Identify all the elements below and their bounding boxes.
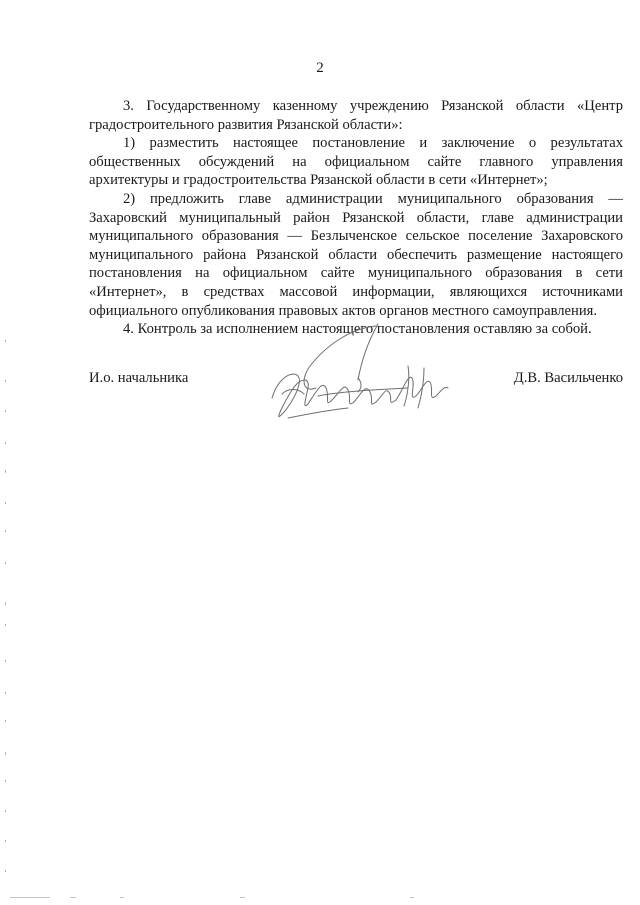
paragraph-line: Захаровский муниципальный район Рязанской области, главе администрации xyxy=(89,209,623,226)
paragraph-line: «Интернет», в средствах массовой информации, являющихся источниками xyxy=(89,283,623,300)
paragraph-line: 1) разместить настоящее постановление и заключение о результатах xyxy=(123,135,623,152)
paragraph-line: архитектуры и градостроительства Рязанской области в сети «Интернет»; xyxy=(89,172,548,189)
paragraph-line: муниципального района Рязанской области обеспечить размещение настоящего xyxy=(89,246,623,263)
page-number: 2 xyxy=(316,60,324,76)
paragraph-line: муниципального образования — Безлыченское сельское поселение Захаровского xyxy=(89,228,623,245)
paragraph-line: 2) предложить главе администрации муниципального образования — xyxy=(123,190,623,207)
paragraph-line: 4. Контроль за исполнением настоящего постановления оставляю за собой. xyxy=(123,321,592,338)
paragraph-line: градостроительного развития Рязанской области»: xyxy=(89,116,403,133)
document-body xyxy=(89,97,623,339)
paragraph-line: официального опубликования правовых актов органов местного самоуправления. xyxy=(89,302,598,319)
paragraph-line: общественных обсуждений на официальном сайте главного управления xyxy=(89,153,623,170)
scan-margin-marks xyxy=(4,340,8,900)
paragraph-line: 3. Государственному казенному учреждению Рязанской области «Центр xyxy=(123,98,623,114)
handwritten-signature xyxy=(258,318,453,428)
scan-bottom-marks xyxy=(10,896,630,900)
signatory-name: Д.В. Васильченко xyxy=(513,370,623,386)
signatory-title: И.о. начальника xyxy=(89,370,189,386)
paragraph-line: постановления на официальном сайте муниципального образования в сети xyxy=(89,265,623,282)
